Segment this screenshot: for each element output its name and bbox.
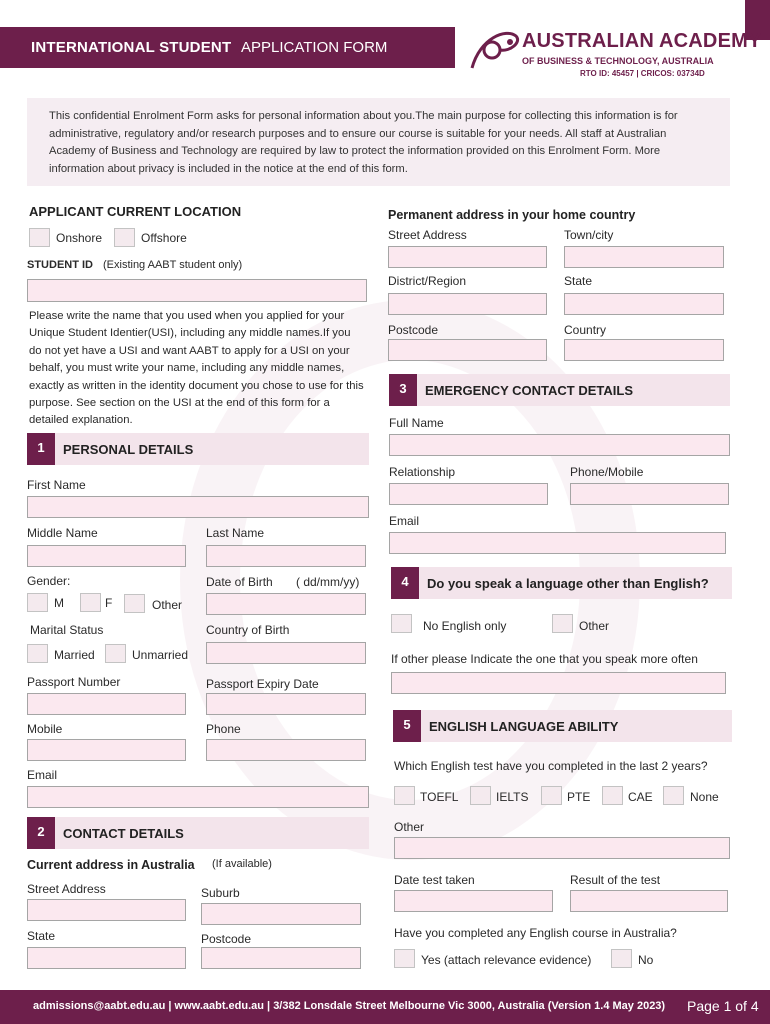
passport-label: Passport Number bbox=[27, 675, 121, 689]
home-town-input[interactable] bbox=[564, 246, 724, 268]
form-title-bold: INTERNATIONAL STUDENT bbox=[31, 39, 232, 56]
country-birth-input[interactable] bbox=[206, 642, 366, 664]
gender-label: Gender: bbox=[27, 574, 71, 588]
english-other-label: Other bbox=[394, 820, 425, 834]
section-emergency-contact bbox=[389, 374, 730, 406]
student-id-label: STUDENT ID bbox=[27, 259, 93, 271]
section-title: EMERGENCY CONTACT DETAILS bbox=[425, 383, 634, 398]
english-test-question: Which English test have you completed in the last 2 years? bbox=[394, 759, 708, 773]
header-title-bar bbox=[0, 27, 455, 68]
au-suburb-label: Suburb bbox=[201, 886, 240, 900]
logo-swirl-icon bbox=[466, 28, 522, 72]
home-country-label: Country bbox=[564, 323, 607, 337]
passport-expiry-input[interactable] bbox=[206, 693, 366, 715]
section-title: ENGLISH LANGUAGE ABILITY bbox=[429, 719, 619, 734]
toefl-label: TOEFL bbox=[420, 790, 459, 804]
email-label: Email bbox=[27, 768, 58, 782]
gender-male-label: M bbox=[54, 596, 64, 610]
middle-name-label: Middle Name bbox=[27, 526, 98, 540]
section-number: 5 bbox=[393, 710, 421, 742]
au-suburb-input[interactable] bbox=[201, 903, 361, 925]
dob-format: ( dd/mm/yy) bbox=[296, 575, 360, 589]
section-language bbox=[391, 567, 732, 599]
married-label: Married bbox=[54, 648, 95, 662]
course-yes-label: Yes (attach relevance evidence) bbox=[421, 953, 592, 967]
none-checkbox[interactable] bbox=[663, 786, 684, 805]
section-personal-details bbox=[27, 433, 369, 465]
usi-instructions: Please write the name that you used when you applied for your Unique Student Identier(USI), including any middle names.If you do not yet have a USI and want AABT to apply for a USI on your behalf, you must write your name, including any middle names, exactly as written in the identity document you chose to use for this purpose. See section on the USI at the end of this form for a detailed explanation. bbox=[29, 310, 364, 427]
section-contact-details bbox=[27, 817, 369, 849]
onshore-label: Onshore bbox=[56, 231, 103, 245]
english-other-input[interactable] bbox=[394, 837, 730, 859]
mobile-label: Mobile bbox=[27, 722, 63, 736]
home-street-input[interactable] bbox=[388, 246, 547, 268]
last-name-input[interactable] bbox=[206, 545, 366, 567]
date-test-label: Date test taken bbox=[394, 873, 475, 887]
email-input[interactable] bbox=[27, 786, 369, 808]
page-number: Page 1 of 4 bbox=[687, 998, 759, 1014]
toefl-checkbox[interactable] bbox=[394, 786, 415, 805]
home-country-input[interactable] bbox=[564, 339, 724, 361]
au-postcode-label: Postcode bbox=[201, 932, 252, 946]
location-heading: APPLICANT CURRENT LOCATION bbox=[29, 204, 242, 219]
first-name-label: First Name bbox=[27, 478, 86, 492]
married-checkbox[interactable] bbox=[27, 644, 48, 663]
dob-label: Date of Birth bbox=[206, 575, 273, 589]
home-street-label: Street Address bbox=[388, 228, 467, 242]
emergency-name-input[interactable] bbox=[389, 434, 730, 456]
gender-female-label: F bbox=[105, 596, 113, 610]
offshore-label: Offshore bbox=[141, 231, 187, 245]
emergency-phone-label: Phone/Mobile bbox=[570, 465, 644, 479]
relationship-input[interactable] bbox=[389, 483, 548, 505]
section-number: 4 bbox=[391, 567, 419, 599]
passport-number-input[interactable] bbox=[27, 693, 186, 715]
no-english-label: No English only bbox=[423, 619, 507, 633]
home-town-label: Town/city bbox=[564, 228, 614, 242]
privacy-notice: This confidential Enrolment Form asks for personal information about you.The main purpose for collecting this information is for administrative, regulatory and/or research purposes and to ensure our course is suitable for your needs. All staff at Australian Academy of Business and Technology are required by law to protect the information provided on this Enrolment Form. More information about privacy is included in the notice at the end of this form. bbox=[27, 98, 730, 186]
section-number: 2 bbox=[27, 817, 55, 849]
brand-subtitle: OF BUSINESS & TECHNOLOGY, AUSTRALIA bbox=[522, 56, 714, 66]
last-name-label: Last Name bbox=[206, 526, 265, 540]
test-result-input[interactable] bbox=[570, 890, 728, 912]
cae-label: CAE bbox=[628, 790, 653, 804]
home-postcode-input[interactable] bbox=[388, 339, 547, 361]
au-street-input[interactable] bbox=[27, 899, 186, 921]
course-no-checkbox[interactable] bbox=[611, 949, 632, 968]
ielts-checkbox[interactable] bbox=[470, 786, 491, 805]
language-other-label: Other bbox=[579, 619, 610, 633]
student-id-input[interactable] bbox=[27, 279, 367, 302]
emergency-phone-input[interactable] bbox=[570, 483, 729, 505]
emergency-name-label: Full Name bbox=[389, 416, 444, 430]
au-state-label: State bbox=[27, 929, 56, 943]
passport-expiry-label: Passport Expiry Date bbox=[206, 677, 319, 691]
section-english-ability bbox=[393, 710, 732, 742]
cae-checkbox[interactable] bbox=[602, 786, 623, 805]
course-no-label: No bbox=[638, 953, 654, 967]
student-id-note: (Existing AABT student only) bbox=[103, 259, 243, 271]
marital-status-label: Marital Status bbox=[30, 623, 104, 637]
section-number: 3 bbox=[389, 374, 417, 406]
middle-name-input[interactable] bbox=[27, 545, 186, 567]
home-district-input[interactable] bbox=[388, 293, 547, 315]
footer-bar bbox=[0, 990, 770, 1024]
gender-other-checkbox[interactable] bbox=[124, 594, 145, 613]
if-available-note: (If available) bbox=[212, 858, 272, 870]
section-title: PERSONAL DETAILS bbox=[63, 442, 194, 457]
relationship-label: Relationship bbox=[389, 465, 456, 479]
home-postcode-label: Postcode bbox=[388, 323, 439, 337]
dob-input[interactable] bbox=[206, 593, 366, 615]
gender-other-label: Other bbox=[152, 598, 183, 612]
au-street-label: Street Address bbox=[27, 882, 106, 896]
course-yes-checkbox[interactable] bbox=[394, 949, 415, 968]
first-name-input[interactable] bbox=[27, 496, 369, 518]
english-course-question: Have you completed any English course in Australia? bbox=[394, 926, 677, 940]
au-state-input[interactable] bbox=[27, 947, 186, 969]
section-title: CONTACT DETAILS bbox=[63, 826, 184, 841]
home-district-label: District/Region bbox=[388, 274, 467, 288]
home-state-input[interactable] bbox=[564, 293, 724, 315]
language-other-input[interactable] bbox=[391, 672, 726, 694]
rto-cricos: RTO ID: 45457 | CRICOS: 03734D bbox=[580, 69, 705, 78]
onshore-checkbox[interactable] bbox=[29, 228, 50, 247]
phone-label: Phone bbox=[206, 722, 241, 736]
pte-label: PTE bbox=[567, 790, 591, 804]
unmarried-checkbox[interactable] bbox=[105, 644, 126, 663]
no-english-checkbox[interactable] bbox=[391, 614, 412, 633]
country-birth-label: Country of Birth bbox=[206, 623, 290, 637]
current-address-heading: Current address in Australia bbox=[27, 858, 195, 872]
au-postcode-input[interactable] bbox=[201, 947, 361, 969]
pte-checkbox[interactable] bbox=[541, 786, 562, 805]
form-title-light: APPLICATION FORM bbox=[241, 39, 388, 56]
gender-female-checkbox[interactable] bbox=[80, 593, 101, 612]
footer-contact: admissions@aabt.edu.au | www.aabt.edu.au | 3/382 Lonsdale Street Melbourne Vic 3000, Australia (Version 1.4 May 2023) bbox=[33, 1000, 666, 1012]
unmarried-label: Unmarried bbox=[132, 648, 189, 662]
home-state-label: State bbox=[564, 274, 593, 288]
section-title: Do you speak a language other than English? bbox=[427, 576, 709, 591]
language-other-checkbox[interactable] bbox=[552, 614, 573, 633]
date-test-input[interactable] bbox=[394, 890, 553, 912]
ielts-label: IELTS bbox=[496, 790, 529, 804]
brand-name: AUSTRALIAN ACADEMY bbox=[522, 30, 762, 52]
permanent-address-heading: Permanent address in your home country bbox=[388, 208, 636, 222]
offshore-checkbox[interactable] bbox=[114, 228, 135, 247]
gender-male-checkbox[interactable] bbox=[27, 593, 48, 612]
test-result-label: Result of the test bbox=[570, 873, 661, 887]
mobile-input[interactable] bbox=[27, 739, 186, 761]
language-other-prompt: If other please Indicate the one that you speak more often bbox=[391, 652, 698, 666]
none-label: None bbox=[690, 790, 719, 804]
section-number: 1 bbox=[27, 433, 55, 465]
emergency-email-input[interactable] bbox=[389, 532, 726, 554]
phone-input[interactable] bbox=[206, 739, 366, 761]
emergency-email-label: Email bbox=[389, 514, 420, 528]
